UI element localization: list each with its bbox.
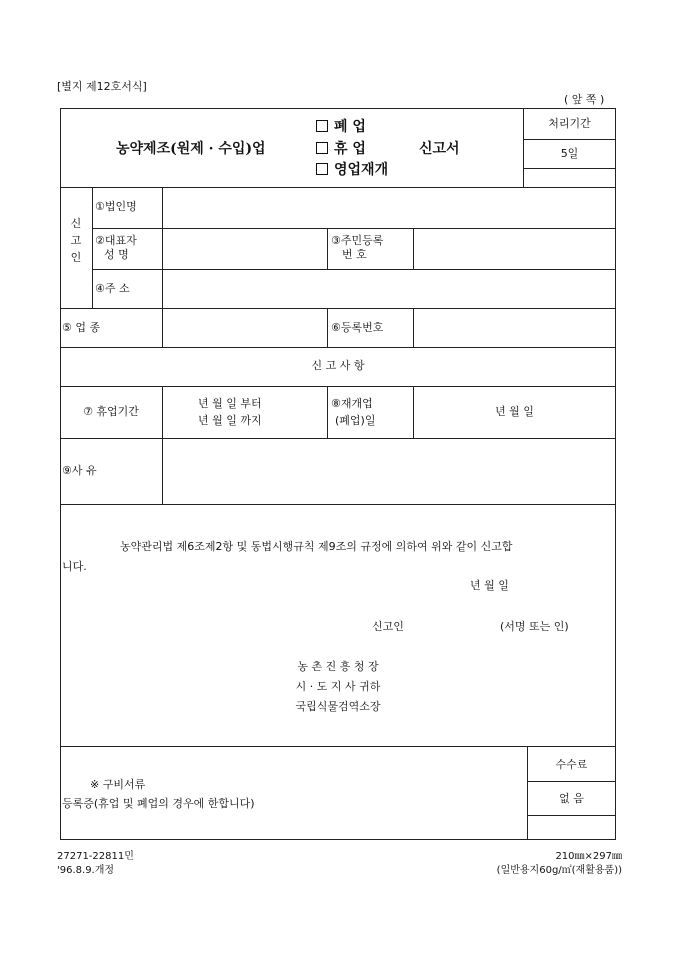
recipient-3: 국립식물검역소장 <box>295 700 381 713</box>
reason-field[interactable] <box>164 440 614 502</box>
reopen-date-label-1: ⑧재개업 <box>331 397 373 410</box>
reopen-date-label-2: (폐업)일 <box>335 414 376 427</box>
report-items-heading: 신 고 사 항 <box>311 359 365 372</box>
business-type-label: ⑤ 업 종 <box>62 321 101 334</box>
suspension-to[interactable]: 년 월 일 까지 <box>198 414 262 427</box>
reopen-date-field[interactable]: 년 월 일 <box>495 405 534 418</box>
recipient-1: 농 촌 진 흥 청 장 <box>297 660 379 673</box>
fee-label: 수수료 <box>555 758 588 771</box>
reg-number-field[interactable] <box>415 231 614 267</box>
declaration-date[interactable]: 년 월 일 <box>470 579 509 592</box>
checkbox-icon[interactable] <box>316 120 328 132</box>
applicant-label: 신고인 <box>372 620 404 633</box>
registration-number-label: ⑥등록번호 <box>331 321 384 334</box>
registration-number-field[interactable] <box>415 310 614 345</box>
revision-date: '96.8.9.개정 <box>57 865 115 876</box>
reg-number-label-2: 번 호 <box>342 248 367 261</box>
signature-field[interactable]: (서명 또는 인) <box>500 620 569 633</box>
business-type-field[interactable] <box>164 310 324 345</box>
suspension-from[interactable]: 년 월 일 부터 <box>198 397 262 410</box>
processing-period-label: 처리기간 <box>548 117 591 130</box>
form-title: 농약제조(원제 · 수입)업 <box>116 141 266 157</box>
option-suspension[interactable]: 휴 업 <box>316 140 366 158</box>
paper-type: (일반용지60g/㎡(재활용품)) <box>496 865 622 876</box>
form-title-suffix: 신고서 <box>419 141 460 157</box>
processing-period-value: 5일 <box>560 147 579 160</box>
address-field[interactable] <box>164 271 614 306</box>
checkbox-icon[interactable] <box>316 163 328 175</box>
reason-label: ⑨사 유 <box>62 464 97 477</box>
paper-size: 210㎜×297㎜ <box>555 851 622 862</box>
fee-value: 없 음 <box>559 792 584 805</box>
applicant-section-label: 신 고 인 <box>70 217 82 264</box>
corp-name-label: ①법인명 <box>95 200 137 213</box>
recipient-2: 시 · 도 지 사 귀하 <box>295 680 381 693</box>
page-side: ( 앞 쪽 ) <box>564 93 605 106</box>
rep-name-label-1: ②대표자 <box>95 234 137 247</box>
checkbox-icon[interactable] <box>316 142 328 154</box>
option-reopen[interactable]: 영업재개 <box>316 161 388 179</box>
option-closure[interactable]: 폐 업 <box>316 118 366 136</box>
declaration-text-2: 니다. <box>62 560 87 573</box>
rep-name-field[interactable] <box>164 231 324 267</box>
rep-name-label-2: 성 명 <box>104 248 129 261</box>
suspension-period-label: ⑦ 휴업기간 <box>83 405 139 418</box>
declaration-text-1: 농약관리법 제6조제2항 및 동법시행규칙 제9조의 규정에 의하여 위와 같이 신고합 <box>120 540 513 553</box>
form-number: [별지 제12호서식] <box>57 80 147 93</box>
reg-number-label-1: ③주민등록 <box>331 234 384 247</box>
form-code: 27271-22811민 <box>57 851 134 862</box>
required-documents-label: ※ 구비서류 <box>90 778 146 791</box>
address-label: ④주 소 <box>95 282 130 295</box>
required-documents-text: 등록증(휴업 및 폐업의 경우에 한합니다) <box>62 797 255 810</box>
corp-name-field[interactable] <box>164 190 614 226</box>
